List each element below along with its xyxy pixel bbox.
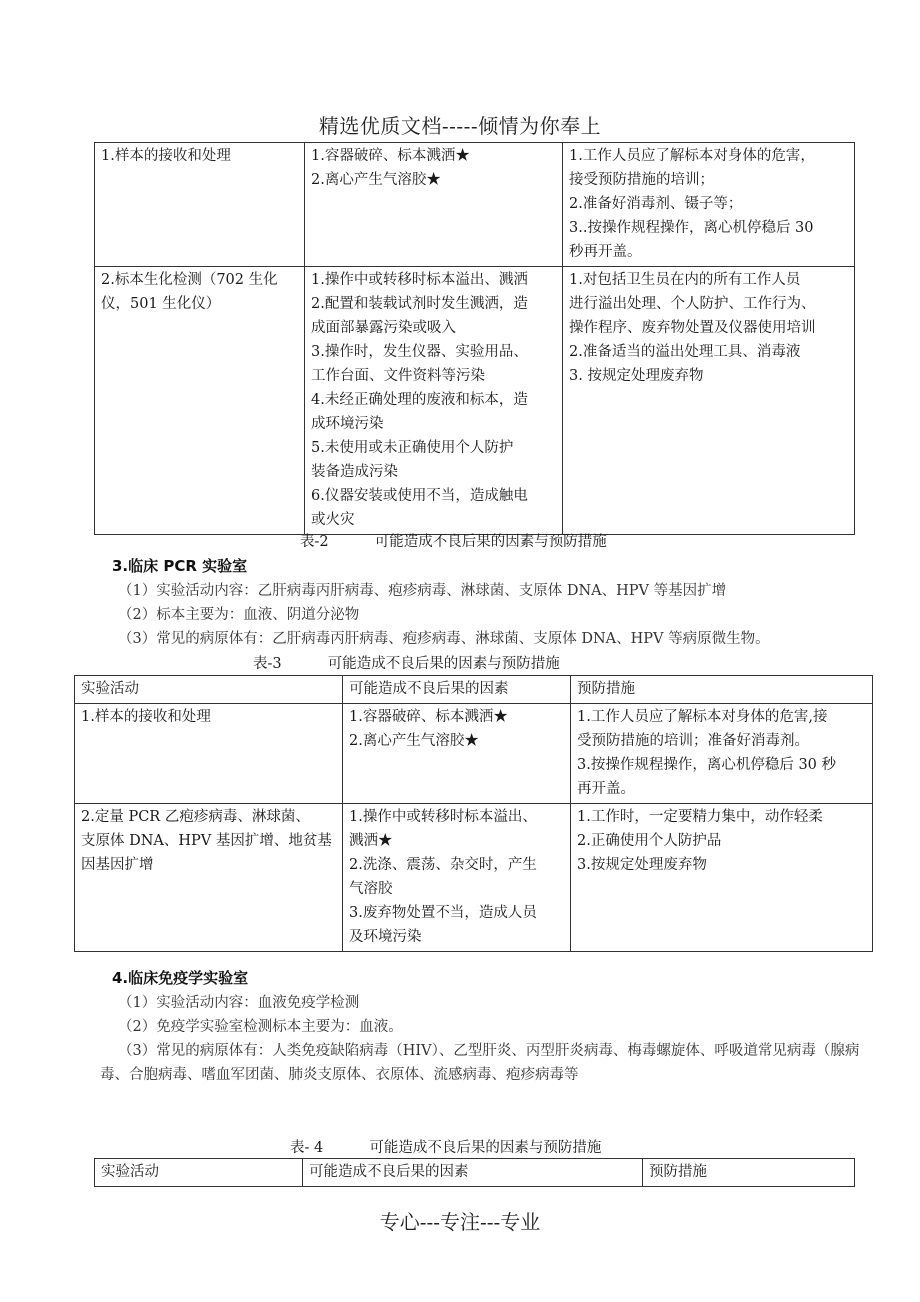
cell-line: 接受预防措施的培训； — [569, 172, 714, 188]
cell-activity — [75, 704, 343, 804]
cell-line: 2.离心产生气溶胶★ — [349, 733, 479, 749]
header-factors: 可能造成不良后果的因素 — [343, 676, 571, 704]
cell-activity — [95, 267, 305, 535]
table-2-caption: 表-2 可能造成不良后果的因素与预防措施 — [300, 534, 607, 550]
cell-line: 工作台面、文件资料等污染 — [311, 368, 485, 384]
header-factors: 可能造成不良后果的因素 — [303, 1159, 643, 1187]
cell-line: 3.按操作规程操作，离心机停稳后 30 秒 — [577, 757, 837, 773]
cell-line: 2.标本生化检测（702 生化 — [101, 272, 278, 288]
cell-line: 6.仪器安装或使用不当，造成触电 — [311, 488, 528, 504]
cell-factors — [305, 267, 563, 535]
cell-line: 2.定量 PCR 乙疱疹病毒、淋球菌、 — [81, 809, 310, 825]
cell-factors — [305, 143, 563, 267]
cell-line: 成环境污染 — [311, 416, 384, 432]
cell-line: 1.容器破碎、标本溅洒★ — [349, 709, 508, 725]
cell-line: 再开盖。 — [577, 781, 635, 797]
cell-line: 5.未使用或未正确使用个人防护 — [311, 440, 514, 456]
cell-line: 操作程序、废弃物处置及仪器使用培训 — [569, 320, 816, 336]
table-row — [75, 804, 873, 952]
cell-measures — [571, 804, 873, 952]
cell-line: 装备造成污染 — [311, 464, 398, 480]
cell-line: 2.正确使用个人防护品 — [577, 833, 722, 849]
table-3-caption: 表-3 可能造成不良后果的因素与预防措施 — [253, 656, 560, 672]
cell-line: 受预防措施的培训；准备好消毒剂。 — [577, 733, 809, 749]
section-3-heading: 3.临床 PCR 实验室 — [112, 557, 248, 575]
cell-line: 2.准备适当的溢出处理工具、消毒液 — [569, 344, 801, 360]
cell-line: 秒再开盖。 — [569, 244, 642, 260]
cell-line: 3.按规定处理废弃物 — [577, 857, 707, 873]
cell-line: 进行溢出处理、个人防护、工作行为、 — [569, 296, 816, 312]
cell-line: 3.操作时，发生仪器、实验用品、 — [311, 344, 528, 360]
table-2 — [94, 142, 855, 535]
cell-line: 支原体 DNA、HPV 基因扩增、地贫基 — [81, 833, 332, 849]
cell-line: 1.样本的接收和处理 — [81, 709, 211, 725]
header-activity: 实验活动 — [75, 676, 343, 704]
table-header-row — [95, 1159, 855, 1187]
cell-line: 成面部暴露污染或吸入 — [311, 320, 456, 336]
table-3 — [74, 675, 873, 952]
cell-line: 及环境污染 — [349, 929, 422, 945]
cell-line: 2.洗涤、震荡、杂交时，产生 — [349, 857, 537, 873]
cell-line: 2.离心产生气溶胶★ — [311, 172, 441, 188]
page-header-title: 精选优质文档-----倾情为你奉上 — [318, 114, 602, 138]
cell-line: 1.工作时，一定要精力集中，动作轻柔 — [577, 809, 823, 825]
table-row — [75, 704, 873, 804]
section-4-heading: 4.临床免疫学实验室 — [112, 969, 249, 987]
cell-line: 4.未经正确处理的废液和标本，造 — [311, 392, 528, 408]
cell-line: 1.操作中或转移时标本溢出、 — [349, 809, 537, 825]
cell-factors — [343, 704, 571, 804]
table-header-row — [75, 676, 873, 704]
header-measures: 预防措施 — [643, 1159, 855, 1187]
cell-measures — [571, 704, 873, 804]
cell-line: 2.准备好消毒剂、镊子等； — [569, 196, 743, 212]
cell-line: 1.样本的接收和处理 — [101, 148, 231, 164]
table-row — [95, 267, 855, 535]
cell-line: 1.对包括卫生员在内的所有工作人员 — [569, 272, 801, 288]
cell-line: 3.废弃物处置不当，造成人员 — [349, 905, 537, 921]
cell-activity — [75, 804, 343, 952]
cell-activity — [95, 143, 305, 267]
header-activity: 实验活动 — [95, 1159, 303, 1187]
section-4-item-2: （2）免疫学实验室检测标本主要为：血液。 — [118, 1019, 403, 1035]
header-measures: 预防措施 — [571, 676, 873, 704]
table-row — [95, 143, 855, 267]
cell-line: 1.工作人员应了解标本对身体的危害， — [569, 148, 815, 164]
section-3-item-1: （1）实验活动内容：乙肝病毒丙肝病毒、疱疹病毒、淋球菌、支原体 DNA、HPV 等基因扩增 — [118, 583, 727, 599]
cell-line: 3..按操作规程操作，离心机停稳后 30 — [569, 220, 814, 236]
cell-line: 1.容器破碎、标本溅洒★ — [311, 148, 470, 164]
section-3-item-2: （2）标本主要为：血液、阴道分泌物 — [118, 607, 360, 623]
cell-factors — [343, 804, 571, 952]
cell-line: 或火灾 — [311, 512, 355, 528]
cell-measures — [563, 143, 855, 267]
cell-line: 1.工作人员应了解标本对身体的危害,接 — [577, 709, 828, 725]
table-4-caption: 表- 4 可能造成不良后果的因素与预防措施 — [290, 1140, 602, 1156]
cell-line: 溅洒★ — [349, 833, 393, 849]
cell-line: 1.操作中或转移时标本溢出、溅洒 — [311, 272, 528, 288]
section-3-item-3: （3）常见的病原体有：乙肝病毒丙肝病毒、疱疹病毒、淋球菌、支原体 DNA、HPV 等病原微生物。 — [118, 631, 770, 647]
cell-line: 因基因扩增 — [81, 857, 154, 873]
section-4-item-1: （1）实验活动内容：血液免疫学检测 — [118, 995, 360, 1011]
cell-line: 气溶胶 — [349, 881, 393, 897]
table-4 — [94, 1158, 855, 1187]
cell-measures — [563, 267, 855, 535]
cell-line: 仪，501 生化仪） — [101, 296, 221, 312]
cell-line: 3. 按规定处理废弃物 — [569, 368, 704, 384]
cell-line: 2.配置和装载试剂时发生溅洒，造 — [311, 296, 528, 312]
page-footer-title: 专心---专注---专业 — [379, 1210, 541, 1234]
section-4-item-3: （3）常见的病原体有：人类免疫缺陷病毒（HIV）、乙型肝炎、丙型肝炎病毒、梅毒螺旋体、呼吸道常见病毒（腺病毒、合胞病毒、嗜血军团菌、肺炎支原体、衣原体、流感病毒、疱疹病毒等 — [100, 1043, 860, 1083]
